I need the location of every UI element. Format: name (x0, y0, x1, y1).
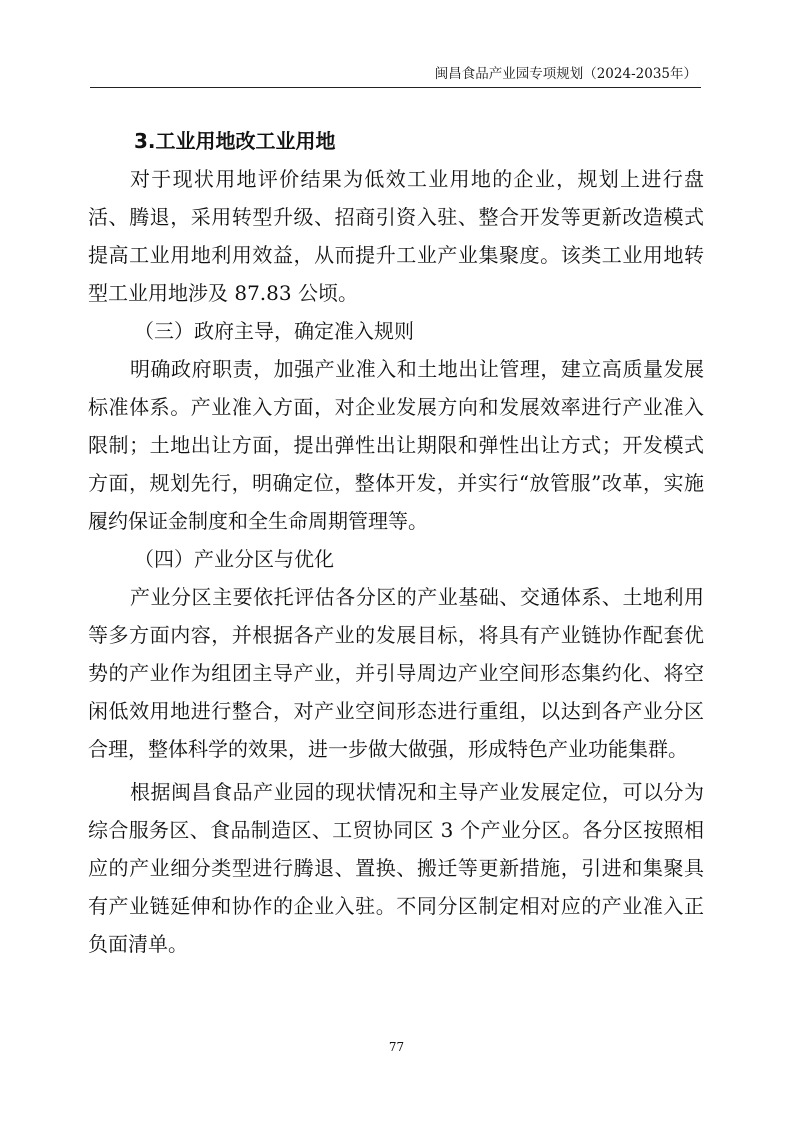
header-title: 闽昌食品产业园专项规划（2024-2035年） (434, 66, 697, 82)
paragraph-zoning-division: 根据闽昌食品产业园的现状情况和主导产业发展定位，可以分为综合服务区、食品制造区、工贸协同区 3 个产业分区。各分区按照相应的产业细分类型进行腾退、置换、搬迁等更新措施，引进和集聚具有产业链延伸和协作的企业入驻。不同分区制定相对应的产业准入正负面清单。 (88, 780, 704, 956)
paragraph-government-led: 明确政府职责，加强产业准入和土地出让管理，建立高质量发展标准体系。产业准入方面，对企业发展方向和发展效率进行产业准入限制；土地出让方面，提出弹性出让期限和弹性出让方式；开发模式方面，规划先行，明确定位，整体开发，并实行“放管服”改革，实施履约保证金制度和全生命周期管理等。 (88, 357, 704, 533)
header-rule (90, 87, 701, 88)
paragraph-industrial-zoning: 产业分区主要依托评估各分区的产业基础、交通体系、土地利用等多方面内容，并根据各产业的发展目标，将具有产业链协作配套优势的产业作为组团主导产业，并引导周边产业空间形态集约化、将空闲低效用地进行整合，对产业空间形态进行重组，以达到各产业分区合理，整体科学的效果，进一步做大做强，形成特色产业功能集群。 (88, 585, 704, 761)
section-heading-industrial-land: 3.工业用地改工业用地 (134, 129, 336, 153)
page-body (88, 122, 704, 963)
section-heading-government-led: （三）政府主导，确定准入规则 (134, 319, 414, 343)
paragraph-industrial-land: 对于现状用地评价结果为低效工业用地的企业，规划上进行盘活、腾退，采用转型升级、招商引资入驻、整合开发等更新改造模式提高工业用地利用效益，从而提升工业产业集聚度。该类工业用地转型工业用地涉及 87.83 公顷。 (88, 167, 704, 305)
page-number: 77 (388, 1040, 405, 1054)
section-heading-industrial-zoning: （四）产业分区与优化 (134, 547, 334, 571)
